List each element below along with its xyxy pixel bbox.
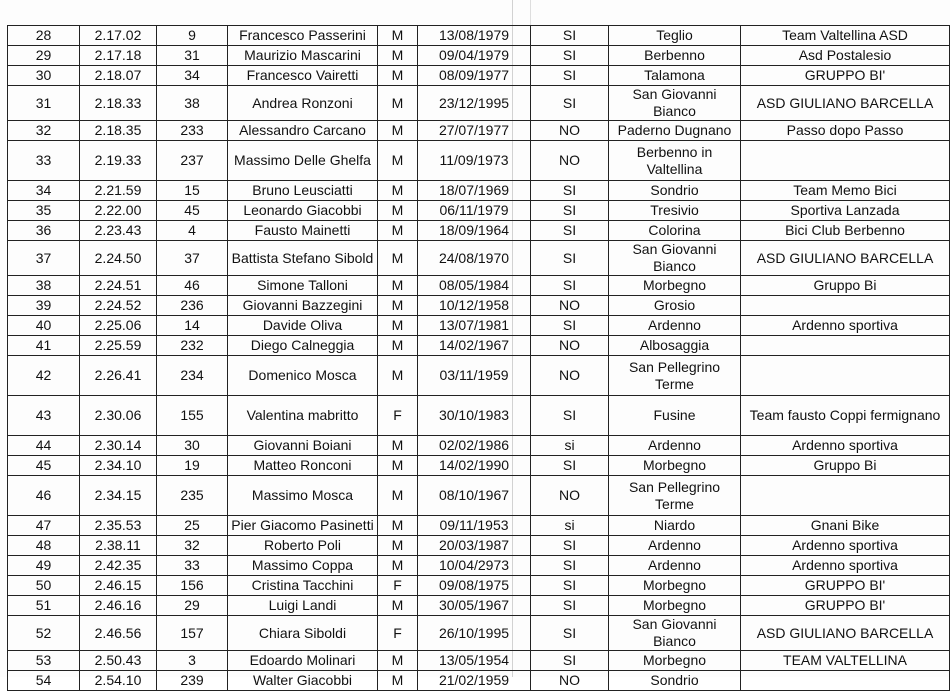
sex-cell: M (378, 556, 418, 576)
table-row (8, 536, 950, 556)
team-cell: Bici Club Berbenno (741, 221, 950, 241)
membership-cell: SI (531, 241, 609, 276)
time-cell: 2.30.06 (80, 396, 157, 436)
athlete-name-cell: Bruno Leusciatti (228, 181, 378, 201)
town-cell: Sondrio (609, 181, 741, 201)
birth-date-cell: 20/03/1987 (418, 536, 531, 556)
position-cell: 32 (8, 121, 80, 141)
team-cell: Ardenno sportiva (741, 436, 950, 456)
membership-cell: SI (531, 201, 609, 221)
athlete-name-cell: Massimo Delle Ghelfa (228, 141, 378, 181)
town-cell: Morbegno (609, 576, 741, 596)
position-cell: 43 (8, 396, 80, 436)
table-row (8, 516, 950, 536)
athlete-name-cell: Giovanni Bazzegini (228, 296, 378, 316)
team-cell (741, 476, 950, 516)
bib-number-cell: 237 (157, 141, 228, 181)
membership-cell: si (531, 516, 609, 536)
team-cell (741, 671, 950, 691)
team-cell (741, 356, 950, 396)
membership-cell: NO (531, 121, 609, 141)
team-cell: Gruppo Bi (741, 456, 950, 476)
position-cell: 49 (8, 556, 80, 576)
sex-cell: M (378, 121, 418, 141)
table-row (8, 276, 950, 296)
time-cell: 2.25.06 (80, 316, 157, 336)
athlete-name-cell: Francesco Passerini (228, 26, 378, 46)
bib-number-cell: 34 (157, 66, 228, 86)
time-cell: 2.30.14 (80, 436, 157, 456)
team-cell (741, 141, 950, 181)
position-cell: 30 (8, 66, 80, 86)
table-row (8, 476, 950, 516)
table-row (8, 26, 950, 46)
bib-number-cell: 3 (157, 651, 228, 671)
athlete-name-cell: Domenico Mosca (228, 356, 378, 396)
sex-cell: M (378, 221, 418, 241)
birth-date-cell: 27/07/1977 (418, 121, 531, 141)
birth-date-cell: 03/11/1959 (418, 356, 531, 396)
table-row (8, 356, 950, 396)
membership-cell: SI (531, 576, 609, 596)
sex-cell: M (378, 276, 418, 296)
time-cell: 2.50.43 (80, 651, 157, 671)
birth-date-cell: 18/09/1964 (418, 221, 531, 241)
birth-date-cell: 02/02/1986 (418, 436, 531, 456)
membership-cell: SI (531, 616, 609, 651)
athlete-name-cell: Fausto Mainetti (228, 221, 378, 241)
time-cell: 2.34.10 (80, 456, 157, 476)
bib-number-cell: 239 (157, 671, 228, 691)
bib-number-cell: 31 (157, 46, 228, 66)
birth-date-cell: 09/11/1953 (418, 516, 531, 536)
position-cell: 29 (8, 46, 80, 66)
town-cell: Paderno Dugnano (609, 121, 741, 141)
athlete-name-cell: Leonardo Giacobbi (228, 201, 378, 221)
birth-date-cell: 30/05/1967 (418, 596, 531, 616)
athlete-name-cell: Valentina mabritto (228, 396, 378, 436)
athlete-name-cell: Massimo Coppa (228, 556, 378, 576)
table-row (8, 556, 950, 576)
birth-date-cell: 30/10/1983 (418, 396, 531, 436)
table-row (8, 296, 950, 316)
town-cell: San Pellegrino Terme (609, 476, 741, 516)
birth-date-cell: 14/02/1990 (418, 456, 531, 476)
table-row (8, 86, 950, 121)
bib-number-cell: 29 (157, 596, 228, 616)
position-cell: 44 (8, 436, 80, 456)
position-cell: 35 (8, 201, 80, 221)
time-cell: 2.25.59 (80, 336, 157, 356)
town-cell: Morbegno (609, 596, 741, 616)
team-cell: Gnani Bike (741, 516, 950, 536)
bib-number-cell: 45 (157, 201, 228, 221)
membership-cell: SI (531, 46, 609, 66)
table-row (8, 201, 950, 221)
table-row (8, 576, 950, 596)
birth-date-cell: 14/02/1967 (418, 336, 531, 356)
bib-number-cell: 32 (157, 536, 228, 556)
membership-cell: SI (531, 556, 609, 576)
sex-cell: F (378, 396, 418, 436)
position-cell: 42 (8, 356, 80, 396)
town-cell: San Giovanni Bianco (609, 241, 741, 276)
team-cell (741, 296, 950, 316)
membership-cell: SI (531, 396, 609, 436)
position-cell: 37 (8, 241, 80, 276)
bib-number-cell: 4 (157, 221, 228, 241)
athlete-name-cell: Pier Giacomo Pasinetti (228, 516, 378, 536)
team-cell: ASD GIULIANO BARCELLA (741, 86, 950, 121)
time-cell: 2.46.16 (80, 596, 157, 616)
sex-cell: M (378, 671, 418, 691)
bib-number-cell: 157 (157, 616, 228, 651)
birth-date-cell: 13/07/1981 (418, 316, 531, 336)
birth-date-cell: 06/11/1979 (418, 201, 531, 221)
team-cell: Passo dopo Passo (741, 121, 950, 141)
position-cell: 41 (8, 336, 80, 356)
town-cell: Morbegno (609, 651, 741, 671)
position-cell: 31 (8, 86, 80, 121)
bib-number-cell: 37 (157, 241, 228, 276)
birth-date-cell: 24/08/1970 (418, 241, 531, 276)
team-cell: GRUPPO BI' (741, 66, 950, 86)
table-row (8, 181, 950, 201)
position-cell: 38 (8, 276, 80, 296)
athlete-name-cell: Davide Oliva (228, 316, 378, 336)
town-cell: Ardenno (609, 536, 741, 556)
membership-cell: NO (531, 476, 609, 516)
birth-date-cell: 10/04/2973 (418, 556, 531, 576)
membership-cell: SI (531, 86, 609, 121)
membership-cell: SI (531, 596, 609, 616)
town-cell: Morbegno (609, 456, 741, 476)
town-cell: Colorina (609, 221, 741, 241)
sex-cell: M (378, 26, 418, 46)
sex-cell: M (378, 201, 418, 221)
time-cell: 2.42.35 (80, 556, 157, 576)
position-cell: 34 (8, 181, 80, 201)
membership-cell: SI (531, 181, 609, 201)
position-cell: 33 (8, 141, 80, 181)
time-cell: 2.26.41 (80, 356, 157, 396)
team-cell: Team Memo Bici (741, 181, 950, 201)
table-row (8, 316, 950, 336)
position-cell: 46 (8, 476, 80, 516)
town-cell: Morbegno (609, 276, 741, 296)
birth-date-cell: 21/02/1959 (418, 671, 531, 691)
athlete-name-cell: Cristina Tacchini (228, 576, 378, 596)
results-table (7, 25, 950, 691)
sex-cell: M (378, 651, 418, 671)
time-cell: 2.17.02 (80, 26, 157, 46)
bib-number-cell: 233 (157, 121, 228, 141)
position-cell: 28 (8, 26, 80, 46)
membership-cell: NO (531, 336, 609, 356)
birth-date-cell: 18/07/1969 (418, 181, 531, 201)
table-row (8, 456, 950, 476)
birth-date-cell: 13/05/1954 (418, 651, 531, 671)
sex-cell: M (378, 596, 418, 616)
bib-number-cell: 234 (157, 356, 228, 396)
town-cell: Ardenno (609, 556, 741, 576)
athlete-name-cell: Giovanni Boiani (228, 436, 378, 456)
team-cell: Sportiva Lanzada (741, 201, 950, 221)
team-cell: Asd Postalesio (741, 46, 950, 66)
membership-cell: NO (531, 356, 609, 396)
athlete-name-cell: Chiara Siboldi (228, 616, 378, 651)
bib-number-cell: 232 (157, 336, 228, 356)
bib-number-cell: 15 (157, 181, 228, 201)
position-cell: 40 (8, 316, 80, 336)
athlete-name-cell: Diego Calneggia (228, 336, 378, 356)
bib-number-cell: 25 (157, 516, 228, 536)
town-cell: Albosaggia (609, 336, 741, 356)
birth-date-cell: 09/04/1979 (418, 46, 531, 66)
birth-date-cell: 08/09/1977 (418, 66, 531, 86)
membership-cell: NO (531, 671, 609, 691)
town-cell: Sondrio (609, 671, 741, 691)
sex-cell: M (378, 296, 418, 316)
sex-cell: M (378, 241, 418, 276)
town-cell: Grosio (609, 296, 741, 316)
athlete-name-cell: Maurizio Mascarini (228, 46, 378, 66)
table-row (8, 141, 950, 181)
birth-date-cell: 10/12/1958 (418, 296, 531, 316)
table-row (8, 596, 950, 616)
town-cell: Teglio (609, 26, 741, 46)
table-row (8, 336, 950, 356)
bib-number-cell: 30 (157, 436, 228, 456)
birth-date-cell: 08/05/1984 (418, 276, 531, 296)
membership-cell: SI (531, 456, 609, 476)
time-cell: 2.18.07 (80, 66, 157, 86)
town-cell: San Pellegrino Terme (609, 356, 741, 396)
sex-cell: M (378, 141, 418, 181)
time-cell: 2.34.15 (80, 476, 157, 516)
time-cell: 2.38.11 (80, 536, 157, 556)
membership-cell: SI (531, 26, 609, 46)
sex-cell: M (378, 86, 418, 121)
athlete-name-cell: Matteo Ronconi (228, 456, 378, 476)
sex-cell: M (378, 516, 418, 536)
position-cell: 47 (8, 516, 80, 536)
bib-number-cell: 33 (157, 556, 228, 576)
table-row (8, 396, 950, 436)
time-cell: 2.35.53 (80, 516, 157, 536)
birth-date-cell: 08/10/1967 (418, 476, 531, 516)
bib-number-cell: 46 (157, 276, 228, 296)
time-cell: 2.23.43 (80, 221, 157, 241)
bib-number-cell: 19 (157, 456, 228, 476)
town-cell: Fusine (609, 396, 741, 436)
table-row (8, 436, 950, 456)
table-row (8, 121, 950, 141)
bib-number-cell: 235 (157, 476, 228, 516)
town-cell: San Giovanni Bianco (609, 86, 741, 121)
team-cell: Team Valtellina ASD (741, 26, 950, 46)
position-cell: 48 (8, 536, 80, 556)
athlete-name-cell: Edoardo Molinari (228, 651, 378, 671)
membership-cell: SI (531, 536, 609, 556)
sex-cell: M (378, 456, 418, 476)
membership-cell: SI (531, 66, 609, 86)
position-cell: 52 (8, 616, 80, 651)
team-cell: Ardenno sportiva (741, 556, 950, 576)
birth-date-cell: 13/08/1979 (418, 26, 531, 46)
table-row (8, 651, 950, 671)
time-cell: 2.17.18 (80, 46, 157, 66)
sex-cell: M (378, 46, 418, 66)
sex-cell: M (378, 181, 418, 201)
athlete-name-cell: Roberto Poli (228, 536, 378, 556)
membership-cell: NO (531, 141, 609, 181)
team-cell: ASD GIULIANO BARCELLA (741, 241, 950, 276)
team-cell: Team fausto Coppi fermignano (741, 396, 950, 436)
birth-date-cell: 23/12/1995 (418, 86, 531, 121)
athlete-name-cell: Luigi Landi (228, 596, 378, 616)
team-cell: Ardenno sportiva (741, 316, 950, 336)
sex-cell: M (378, 336, 418, 356)
bib-number-cell: 155 (157, 396, 228, 436)
team-cell (741, 336, 950, 356)
athlete-name-cell: Massimo Mosca (228, 476, 378, 516)
time-cell: 2.24.51 (80, 276, 157, 296)
membership-cell: si (531, 436, 609, 456)
town-cell: Berbenno in Valtellina (609, 141, 741, 181)
sex-cell: F (378, 616, 418, 651)
position-cell: 51 (8, 596, 80, 616)
team-cell: Gruppo Bi (741, 276, 950, 296)
town-cell: Ardenno (609, 436, 741, 456)
membership-cell: NO (531, 296, 609, 316)
town-cell: Ardenno (609, 316, 741, 336)
athlete-name-cell: Andrea Ronzoni (228, 86, 378, 121)
table-row (8, 46, 950, 66)
bib-number-cell: 38 (157, 86, 228, 121)
birth-date-cell: 26/10/1995 (418, 616, 531, 651)
table-row (8, 221, 950, 241)
athlete-name-cell: Walter Giacobbi (228, 671, 378, 691)
team-cell: TEAM VALTELLINA (741, 651, 950, 671)
athlete-name-cell: Alessandro Carcano (228, 121, 378, 141)
time-cell: 2.24.52 (80, 296, 157, 316)
time-cell: 2.19.33 (80, 141, 157, 181)
position-cell: 39 (8, 296, 80, 316)
position-cell: 36 (8, 221, 80, 241)
membership-cell: SI (531, 221, 609, 241)
membership-cell: SI (531, 276, 609, 296)
town-cell: Berbenno (609, 46, 741, 66)
sex-cell: M (378, 356, 418, 396)
time-cell: 2.54.10 (80, 671, 157, 691)
table-row (8, 616, 950, 651)
time-cell: 2.18.35 (80, 121, 157, 141)
bib-number-cell: 156 (157, 576, 228, 596)
team-cell: GRUPPO BI' (741, 576, 950, 596)
sex-cell: M (378, 316, 418, 336)
time-cell: 2.18.33 (80, 86, 157, 121)
table-row (8, 671, 950, 691)
team-cell: GRUPPO BI' (741, 596, 950, 616)
position-cell: 54 (8, 671, 80, 691)
athlete-name-cell: Simone Talloni (228, 276, 378, 296)
position-cell: 50 (8, 576, 80, 596)
bib-number-cell: 236 (157, 296, 228, 316)
membership-cell: SI (531, 316, 609, 336)
time-cell: 2.24.50 (80, 241, 157, 276)
bib-number-cell: 14 (157, 316, 228, 336)
team-cell: ASD GIULIANO BARCELLA (741, 616, 950, 651)
position-cell: 53 (8, 651, 80, 671)
athlete-name-cell: Battista Stefano Sibold (228, 241, 378, 276)
birth-date-cell: 09/08/1975 (418, 576, 531, 596)
table-row (8, 66, 950, 86)
position-cell: 45 (8, 456, 80, 476)
athlete-name-cell: Francesco Vairetti (228, 66, 378, 86)
time-cell: 2.22.00 (80, 201, 157, 221)
time-cell: 2.46.56 (80, 616, 157, 651)
table-row (8, 241, 950, 276)
sex-cell: M (378, 66, 418, 86)
membership-cell: SI (531, 651, 609, 671)
team-cell: Ardenno sportiva (741, 536, 950, 556)
town-cell: San Giovanni Bianco (609, 616, 741, 651)
town-cell: Niardo (609, 516, 741, 536)
town-cell: Tresivio (609, 201, 741, 221)
birth-date-cell: 11/09/1973 (418, 141, 531, 181)
sex-cell: M (378, 536, 418, 556)
bib-number-cell: 9 (157, 26, 228, 46)
time-cell: 2.46.15 (80, 576, 157, 596)
sex-cell: F (378, 576, 418, 596)
town-cell: Talamona (609, 66, 741, 86)
time-cell: 2.21.59 (80, 181, 157, 201)
sex-cell: M (378, 476, 418, 516)
sex-cell: M (378, 436, 418, 456)
